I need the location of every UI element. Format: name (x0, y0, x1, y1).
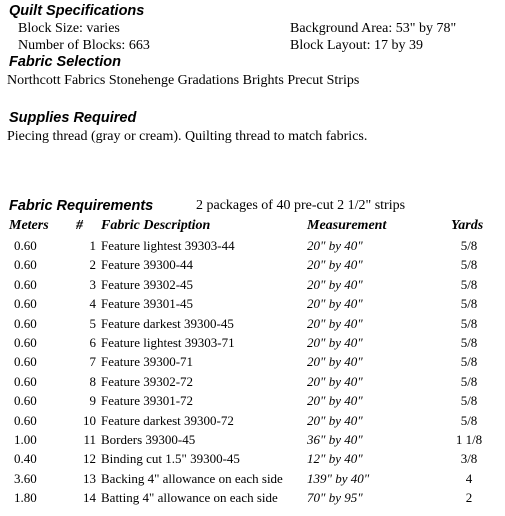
column-header-meters: Meters (9, 218, 49, 233)
meters-cell: 0.60 (14, 412, 37, 428)
column-header-number: # (76, 218, 83, 233)
fabric-selection-heading: Fabric Selection (9, 54, 122, 70)
measurement-cell: 20" by 40" (307, 393, 363, 409)
yards-cell: 5/8 (460, 354, 478, 370)
measurement-cell: 20" by 40" (307, 296, 363, 312)
column-header-measurement: Measurement (307, 218, 387, 233)
table-row (0, 296, 505, 315)
table-row (0, 413, 505, 432)
block-layout-text: Block Layout: 17 by 39 (290, 38, 423, 53)
number-cell: 1 (89, 238, 96, 253)
measurement-cell: 70" by 95" (307, 490, 363, 506)
table-row (0, 471, 505, 490)
column-header-description: Fabric Description (101, 218, 211, 233)
description-cell: Batting 4" allowance on each side (101, 490, 278, 506)
measurement-cell: 20" by 40" (307, 276, 363, 292)
measurement-cell: 20" by 40" (307, 335, 363, 350)
number-cell: 11 (83, 432, 96, 447)
quilt-specifications-heading: Quilt Specifications (9, 3, 145, 19)
table-row (0, 374, 505, 393)
table-row (0, 432, 505, 451)
yards-cell: 5/8 (460, 412, 478, 428)
block-size-text: Block Size: varies (18, 21, 120, 36)
description-cell: Feature 39301-45 (101, 296, 194, 312)
number-cell: 2 (89, 257, 96, 273)
number-cell: 10 (83, 412, 96, 428)
yards-cell: 5/8 (460, 238, 478, 253)
meters-cell: 0.60 (14, 257, 37, 273)
description-cell: Feature lightest 39303-44 (101, 238, 235, 253)
yards-cell: 5/8 (460, 393, 478, 409)
description-cell: Backing 4" allowance on each side (101, 470, 283, 486)
table-row (0, 257, 505, 276)
description-cell: Feature 39300-71 (101, 354, 194, 370)
description-cell: Feature 39302-72 (101, 373, 194, 389)
description-cell: Borders 39300-45 (101, 432, 196, 447)
yards-cell: 4 (465, 470, 473, 486)
meters-cell: 0.40 (14, 451, 37, 467)
meters-cell: 0.60 (14, 276, 37, 292)
yards-cell: 3/8 (460, 451, 478, 467)
measurement-cell: 20" by 40" (307, 238, 363, 253)
table-row (0, 451, 505, 470)
description-cell: Feature darkest 39300-72 (101, 412, 234, 428)
measurement-cell: 20" by 40" (307, 373, 363, 389)
yards-cell: 1 1/8 (455, 432, 483, 447)
meters-cell: 0.60 (14, 393, 37, 409)
number-of-blocks-text: Number of Blocks: 663 (18, 38, 150, 53)
column-header-yards: Yards (451, 218, 484, 233)
table-row (0, 354, 505, 373)
number-cell: 13 (83, 470, 96, 486)
meters-cell: 0.60 (14, 315, 37, 331)
meters-cell: 1.80 (14, 490, 37, 506)
number-cell: 14 (83, 490, 96, 506)
meters-cell: 0.60 (14, 335, 37, 350)
description-cell: Feature 39302-45 (101, 276, 194, 292)
description-cell: Feature lightest 39303-71 (101, 335, 235, 350)
supplies-text: Piecing thread (gray or cream). Quilting thread to match fabrics. (7, 129, 368, 144)
measurement-cell: 36" by 40" (307, 432, 363, 447)
measurement-cell: 139" by 40" (307, 470, 370, 486)
table-row (0, 277, 505, 296)
yards-cell: 5/8 (460, 296, 478, 312)
table-row (0, 316, 505, 335)
number-cell: 7 (89, 354, 96, 370)
yards-cell: 5/8 (460, 315, 478, 331)
fabric-selection-text: Northcott Fabrics Stonehenge Gradations Brights Precut Strips (7, 73, 360, 88)
meters-cell: 3.60 (14, 470, 37, 486)
number-cell: 4 (89, 296, 96, 312)
description-cell: Feature 39301-72 (101, 393, 194, 409)
yards-cell: 5/8 (460, 276, 478, 292)
measurement-cell: 20" by 40" (307, 315, 363, 331)
number-cell: 3 (89, 276, 96, 292)
table-row (0, 238, 505, 257)
number-cell: 5 (89, 315, 96, 331)
meters-cell: 0.60 (14, 354, 37, 370)
meters-cell: 0.60 (14, 373, 37, 389)
yards-cell: 5/8 (460, 373, 478, 389)
description-cell: Feature 39300-44 (101, 257, 194, 273)
meters-cell: 0.60 (14, 296, 37, 312)
number-cell: 12 (83, 451, 96, 467)
number-cell: 8 (89, 373, 96, 389)
number-cell: 6 (89, 335, 96, 350)
description-cell: Feature darkest 39300-45 (101, 315, 234, 331)
yards-cell: 2 (465, 490, 473, 506)
number-cell: 9 (89, 393, 96, 409)
yards-cell: 5/8 (460, 257, 478, 273)
table-row (0, 335, 505, 354)
table-row (0, 393, 505, 412)
fabric-requirements-note: 2 packages of 40 pre-cut 2 1/2" strips (196, 198, 406, 213)
fabric-requirements-heading: Fabric Requirements (9, 198, 154, 214)
measurement-cell: 12" by 40" (307, 451, 363, 467)
measurement-cell: 20" by 40" (307, 257, 363, 273)
yards-cell: 5/8 (460, 335, 478, 350)
supplies-heading: Supplies Required (9, 110, 137, 126)
description-cell: Binding cut 1.5" 39300-45 (101, 451, 240, 467)
background-area-text: Background Area: 53" by 78" (290, 21, 457, 36)
measurement-cell: 20" by 40" (307, 354, 363, 370)
meters-cell: 1.00 (14, 432, 37, 447)
table-row (0, 490, 505, 509)
meters-cell: 0.60 (14, 238, 37, 253)
measurement-cell: 20" by 40" (307, 412, 363, 428)
